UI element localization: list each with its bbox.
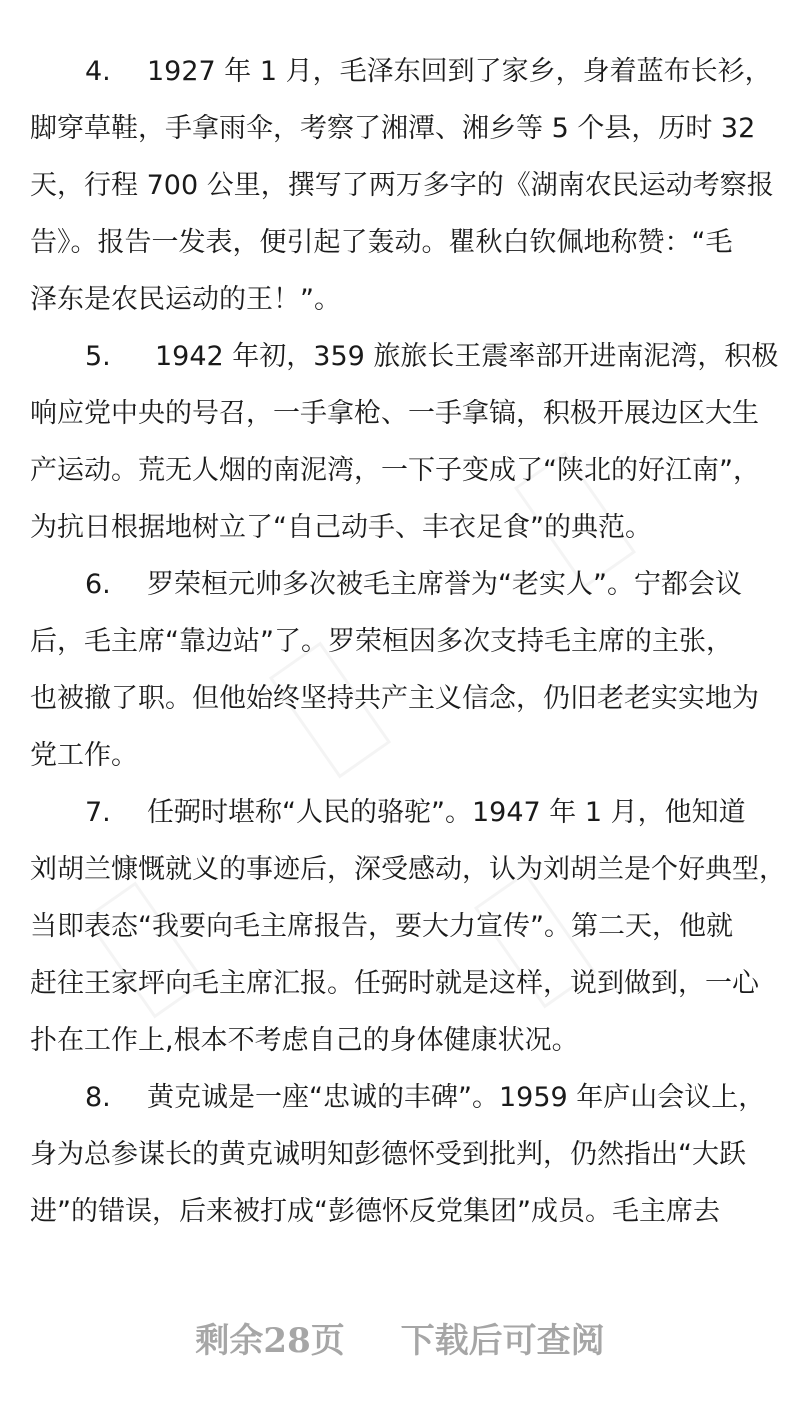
download-footer[interactable]	[0, 1316, 800, 1366]
paragraph-line: 当即表态“我要向毛主席报告，要大力宣传”。第二天，他就	[30, 911, 733, 942]
paragraph-line: 脚穿草鞋，手拿雨伞，考察了湘潭、湘乡等 5 个县，历时 32	[30, 113, 756, 144]
paragraph-number: 8.	[85, 1082, 111, 1113]
paragraph-number: 4.	[85, 56, 111, 87]
paragraph-line: 1927 年 1 月，毛泽东回到了家乡，身着蓝布长衫，	[147, 56, 772, 87]
paragraph-line: 罗荣桓元帅多次被毛主席誉为“老实人”。宁都会议	[147, 569, 742, 600]
paragraph-line: 产运动。荒无人烟的南泥湾，一下子变成了“陕北的好江南”，	[30, 455, 760, 486]
paragraph-line: 党工作。	[30, 740, 138, 771]
paragraph-line: 泽东是农民运动的王！”。	[30, 284, 341, 315]
paragraph-line: 刘胡兰慷慨就义的事迹后，深受感动，认为刘胡兰是个好典型，	[30, 854, 786, 885]
paragraph-number: 5.	[85, 341, 111, 372]
paragraph-line: 黄克诚是一座“忠诚的丰碑”。1959 年庐山会议上，	[147, 1082, 766, 1113]
paragraph-line: 任弼时堪称“人民的骆驼”。1947 年 1 月，他知道	[147, 797, 746, 828]
paragraph-line: 进”的错误，后来被打成“彭德怀反党集团”成员。毛主席去	[30, 1196, 720, 1227]
paragraph-line: 赶往王家坪向毛主席汇报。任弼时就是这样，说到做到，一心	[30, 968, 759, 999]
paragraph-line: 天，行程 700 公里，撰写了两万多字的《湖南农民运动考察报	[30, 170, 774, 201]
download-to-view-text[interactable]: 下载后可查阅	[400, 1321, 605, 1361]
paragraph-line: 告》。报告一发表，便引起了轰动。瞿秋白钦佩地称赞：“毛	[30, 227, 733, 258]
paragraph-line: 响应党中央的号召，一手拿枪、一手拿镐，积极开展边区大生	[30, 398, 759, 429]
paragraph-line: 1942 年初，359 旅旅长王震率部开进南泥湾，积极	[155, 341, 779, 372]
paragraph-line: 也被撤了职。但他始终坚持共产主义信念，仍旧老老实实地为	[30, 683, 759, 714]
paragraph-line: 为抗日根据地树立了“自己动手、丰衣足食”的典范。	[30, 512, 652, 543]
paragraph-line: 扑在工作上,根本不考虑自己的身体健康状况。	[30, 1025, 579, 1056]
paragraph-line: 身为总参谋长的黄克诚明知彭德怀受到批判，仍然指出“大跃	[30, 1139, 746, 1170]
paragraph-number: 6.	[85, 569, 111, 600]
paragraph-line: 后，毛主席“靠边站”了。罗荣桓因多次支持毛主席的主张，	[30, 626, 733, 657]
paragraph-number: 7.	[85, 797, 111, 828]
remaining-pages-text: 剩余28页	[195, 1321, 345, 1361]
